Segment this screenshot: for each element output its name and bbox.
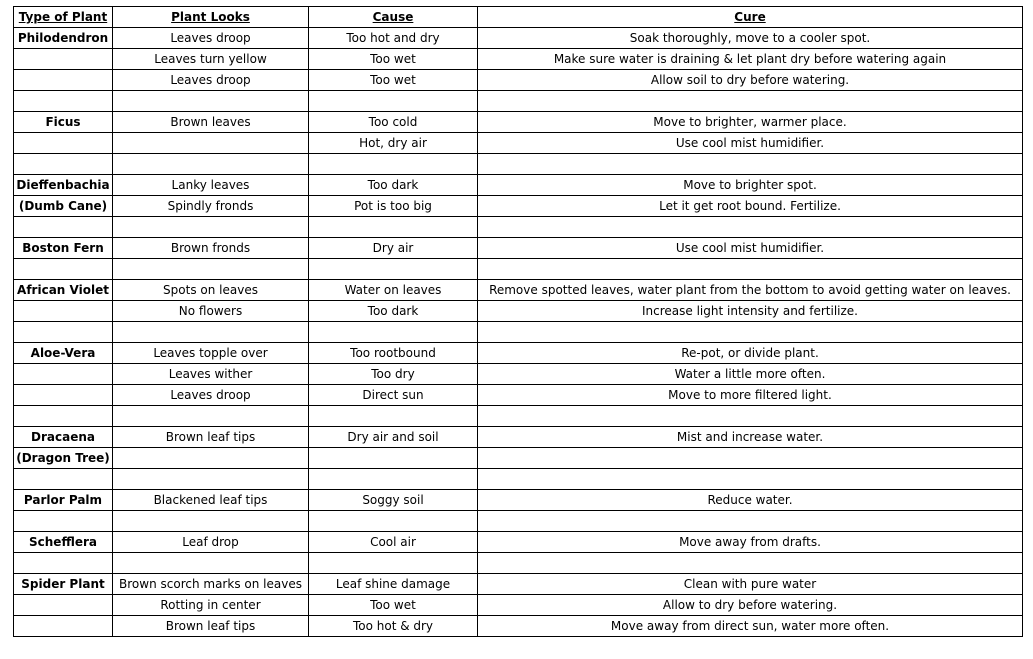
cure-cell: Water a little more often.	[478, 364, 1023, 385]
plant-type-cell	[14, 595, 113, 616]
cause-cell: Too hot & dry	[309, 616, 478, 637]
plant-type-cell	[14, 553, 113, 574]
plant-type-cell: (Dragon Tree)	[14, 448, 113, 469]
cure-cell	[478, 217, 1023, 238]
cause-cell	[309, 259, 478, 280]
plant-looks-cell	[113, 448, 309, 469]
plant-looks-cell: Leaves topple over	[113, 343, 309, 364]
plant-looks-cell	[113, 322, 309, 343]
cause-cell	[309, 154, 478, 175]
plant-looks-cell: No flowers	[113, 301, 309, 322]
cause-cell: Hot, dry air	[309, 133, 478, 154]
plant-type-cell	[14, 406, 113, 427]
cure-cell	[478, 259, 1023, 280]
cure-cell	[478, 469, 1023, 490]
table-row	[14, 490, 1023, 511]
plant-looks-cell: Brown leaf tips	[113, 616, 309, 637]
cause-cell	[309, 217, 478, 238]
plant-problems-table	[13, 6, 1023, 637]
cause-cell: Too dark	[309, 175, 478, 196]
plant-type-cell: African Violet	[14, 280, 113, 301]
plant-looks-cell: Leaf drop	[113, 532, 309, 553]
cause-cell: Cool air	[309, 532, 478, 553]
cure-cell: Use cool mist humidifier.	[478, 133, 1023, 154]
cause-cell: Soggy soil	[309, 490, 478, 511]
cure-cell	[478, 91, 1023, 112]
cure-cell: Reduce water.	[478, 490, 1023, 511]
table-row	[14, 280, 1023, 301]
plant-looks-cell: Leaves turn yellow	[113, 49, 309, 70]
table-row	[14, 238, 1023, 259]
plant-looks-cell: Lanky leaves	[113, 175, 309, 196]
cause-cell: Too cold	[309, 112, 478, 133]
plant-type-cell	[14, 133, 113, 154]
plant-looks-cell: Blackened leaf tips	[113, 490, 309, 511]
plant-type-cell	[14, 49, 113, 70]
cause-cell: Direct sun	[309, 385, 478, 406]
header-cause: Cause	[309, 7, 478, 28]
plant-type-cell: (Dumb Cane)	[14, 196, 113, 217]
table-row	[14, 133, 1023, 154]
table-row	[14, 574, 1023, 595]
plant-looks-cell: Leaves wither	[113, 364, 309, 385]
plant-type-cell: Schefflera	[14, 532, 113, 553]
plant-type-cell: Philodendron	[14, 28, 113, 49]
cause-cell: Pot is too big	[309, 196, 478, 217]
plant-looks-cell	[113, 553, 309, 574]
table-row	[14, 322, 1023, 343]
plant-type-cell: Dracaena	[14, 427, 113, 448]
plant-looks-cell: Spots on leaves	[113, 280, 309, 301]
cause-cell: Too hot and dry	[309, 28, 478, 49]
cause-cell	[309, 553, 478, 574]
plant-type-cell: Aloe-Vera	[14, 343, 113, 364]
cause-cell: Water on leaves	[309, 280, 478, 301]
cure-cell: Move to more filtered light.	[478, 385, 1023, 406]
cure-cell: Let it get root bound. Fertilize.	[478, 196, 1023, 217]
table-row	[14, 448, 1023, 469]
plant-looks-cell: Brown leaves	[113, 112, 309, 133]
cure-cell: Remove spotted leaves, water plant from the bottom to avoid getting water on leaves.	[478, 280, 1023, 301]
header-row	[14, 7, 1023, 28]
table-body	[14, 28, 1023, 637]
cause-cell	[309, 469, 478, 490]
header-plant-looks: Plant Looks	[113, 7, 309, 28]
table-row	[14, 511, 1023, 532]
cure-cell: Move away from direct sun, water more often.	[478, 616, 1023, 637]
plant-looks-cell	[113, 217, 309, 238]
table-row	[14, 259, 1023, 280]
plant-looks-cell	[113, 154, 309, 175]
cause-cell	[309, 511, 478, 532]
table-row	[14, 91, 1023, 112]
cause-cell	[309, 406, 478, 427]
header-type-of-plant: Type of Plant	[14, 7, 113, 28]
cause-cell: Too rootbound	[309, 343, 478, 364]
plant-looks-cell	[113, 259, 309, 280]
cause-cell: Too dry	[309, 364, 478, 385]
header-cure: Cure	[478, 7, 1023, 28]
table-row	[14, 28, 1023, 49]
table-row	[14, 70, 1023, 91]
table-row	[14, 301, 1023, 322]
table-row	[14, 406, 1023, 427]
plant-looks-cell	[113, 511, 309, 532]
plant-looks-cell: Brown fronds	[113, 238, 309, 259]
plant-type-cell	[14, 364, 113, 385]
plant-type-cell	[14, 217, 113, 238]
plant-looks-cell	[113, 469, 309, 490]
plant-type-cell	[14, 301, 113, 322]
plant-looks-cell: Brown leaf tips	[113, 427, 309, 448]
cure-cell: Clean with pure water	[478, 574, 1023, 595]
plant-looks-cell: Leaves droop	[113, 70, 309, 91]
table-row	[14, 154, 1023, 175]
plant-looks-cell: Brown scorch marks on leaves	[113, 574, 309, 595]
plant-type-cell	[14, 91, 113, 112]
cause-cell: Too wet	[309, 49, 478, 70]
cure-cell: Allow soil to dry before watering.	[478, 70, 1023, 91]
cure-cell: Increase light intensity and fertilize.	[478, 301, 1023, 322]
cure-cell	[478, 406, 1023, 427]
cure-cell	[478, 511, 1023, 532]
cause-cell	[309, 448, 478, 469]
table-row	[14, 532, 1023, 553]
plant-type-cell	[14, 469, 113, 490]
plant-type-cell	[14, 511, 113, 532]
plant-looks-cell	[113, 406, 309, 427]
cause-cell: Leaf shine damage	[309, 574, 478, 595]
cause-cell: Dry air	[309, 238, 478, 259]
table-row	[14, 616, 1023, 637]
plant-type-cell: Parlor Palm	[14, 490, 113, 511]
table-row	[14, 364, 1023, 385]
plant-looks-cell	[113, 133, 309, 154]
cure-cell: Allow to dry before watering.	[478, 595, 1023, 616]
table-row	[14, 595, 1023, 616]
table-row	[14, 49, 1023, 70]
cure-cell: Move to brighter spot.	[478, 175, 1023, 196]
cure-cell: Move away from drafts.	[478, 532, 1023, 553]
plant-looks-cell: Leaves droop	[113, 28, 309, 49]
cause-cell	[309, 91, 478, 112]
cure-cell: Mist and increase water.	[478, 427, 1023, 448]
cure-cell: Move to brighter, warmer place.	[478, 112, 1023, 133]
plant-type-cell	[14, 259, 113, 280]
cause-cell: Dry air and soil	[309, 427, 478, 448]
cure-cell	[478, 448, 1023, 469]
plant-type-cell: Dieffenbachia	[14, 175, 113, 196]
table-row	[14, 217, 1023, 238]
plant-looks-cell: Leaves droop	[113, 385, 309, 406]
plant-looks-cell: Rotting in center	[113, 595, 309, 616]
cause-cell: Too wet	[309, 595, 478, 616]
cure-cell: Soak thoroughly, move to a cooler spot.	[478, 28, 1023, 49]
cause-cell: Too wet	[309, 70, 478, 91]
plant-type-cell	[14, 616, 113, 637]
plant-looks-cell	[113, 91, 309, 112]
table-row	[14, 343, 1023, 364]
plant-type-cell: Ficus	[14, 112, 113, 133]
table-row	[14, 553, 1023, 574]
table-row	[14, 112, 1023, 133]
cure-cell: Use cool mist humidifier.	[478, 238, 1023, 259]
cure-cell: Make sure water is draining & let plant dry before watering again	[478, 49, 1023, 70]
plant-type-cell	[14, 385, 113, 406]
table-row	[14, 385, 1023, 406]
cure-cell	[478, 154, 1023, 175]
plant-type-cell: Boston Fern	[14, 238, 113, 259]
plant-type-cell	[14, 70, 113, 91]
table-row	[14, 427, 1023, 448]
cause-cell	[309, 322, 478, 343]
table-row	[14, 196, 1023, 217]
plant-looks-cell: Spindly fronds	[113, 196, 309, 217]
table-row	[14, 175, 1023, 196]
plant-type-cell	[14, 154, 113, 175]
table-row	[14, 469, 1023, 490]
cure-cell: Re-pot, or divide plant.	[478, 343, 1023, 364]
plant-type-cell	[14, 322, 113, 343]
cure-cell	[478, 553, 1023, 574]
cause-cell: Too dark	[309, 301, 478, 322]
plant-type-cell: Spider Plant	[14, 574, 113, 595]
cure-cell	[478, 322, 1023, 343]
